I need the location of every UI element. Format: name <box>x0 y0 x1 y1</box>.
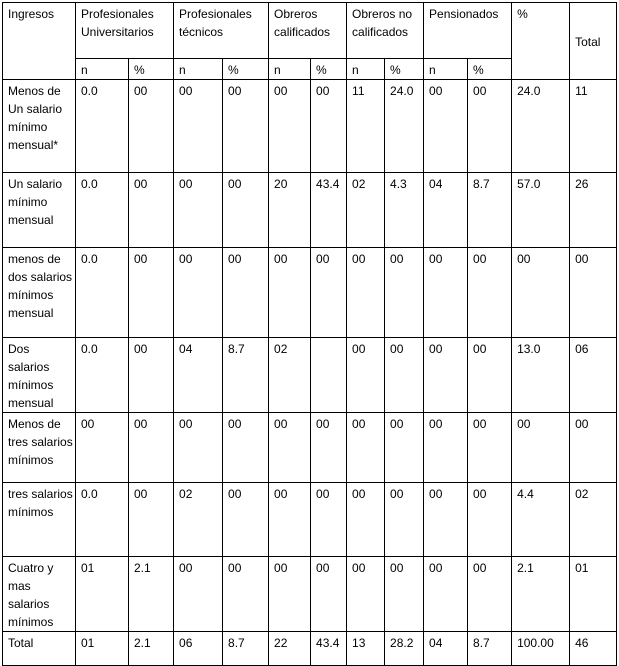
table-cell: 01 <box>76 557 129 632</box>
table-cell: 00 <box>311 557 347 632</box>
header-n: n <box>174 59 223 80</box>
header-group: Pensionados <box>424 3 512 59</box>
table-cell: 06 <box>570 338 617 413</box>
table-cell: 13.0 <box>512 338 570 413</box>
table-cell: 00 <box>311 80 347 173</box>
row-label: Cuatro y mas salarios mínimos <box>3 557 76 632</box>
table-cell: 00 <box>223 557 269 632</box>
row-label: Total <box>3 632 76 666</box>
header-percent: % <box>512 3 570 80</box>
table-cell: 22 <box>269 632 311 666</box>
table-cell: 00 <box>347 557 385 632</box>
table-cell: 00 <box>468 413 512 483</box>
header-n: n <box>424 59 468 80</box>
header-total: Total <box>570 3 617 80</box>
table-cell: 00 <box>269 248 311 338</box>
table-cell: 00 <box>570 248 617 338</box>
table-cell: 00 <box>76 413 129 483</box>
header-ingresos: Ingresos <box>3 3 76 80</box>
table-cell: 02 <box>174 483 223 557</box>
table-cell: 00 <box>347 483 385 557</box>
table-cell: 00 <box>424 557 468 632</box>
table-cell: 04 <box>424 173 468 248</box>
header-pct: % <box>223 59 269 80</box>
table-cell: 02 <box>269 338 311 413</box>
header-pct: % <box>129 59 174 80</box>
header-n: n <box>269 59 311 80</box>
row-label: tres salarios mínimos <box>3 483 76 557</box>
table-cell: 00 <box>223 80 269 173</box>
table-row <box>3 80 617 173</box>
table-cell: 00 <box>129 483 174 557</box>
table-cell: 20 <box>269 173 311 248</box>
table-cell: 4.3 <box>385 173 424 248</box>
table-cell: 00 <box>311 248 347 338</box>
table-cell: 04 <box>424 632 468 666</box>
table-cell: 24.0 <box>385 80 424 173</box>
table-cell: 00 <box>174 557 223 632</box>
table-cell: 0.0 <box>76 248 129 338</box>
row-label: Menos de tres salarios mínimos <box>3 413 76 483</box>
table-cell: 00 <box>424 248 468 338</box>
header-group: Obreros no calificados <box>347 3 424 59</box>
table-cell: 46 <box>570 632 617 666</box>
header-pct: % <box>311 59 347 80</box>
table-cell: 00 <box>424 413 468 483</box>
table-cell: 00 <box>385 248 424 338</box>
table-cell <box>311 338 347 413</box>
table-cell: 00 <box>174 413 223 483</box>
table-cell: 0.0 <box>76 173 129 248</box>
table-cell: 00 <box>269 80 311 173</box>
header-pct: % <box>385 59 424 80</box>
table-cell: 00 <box>174 173 223 248</box>
table-cell: 4.4 <box>512 483 570 557</box>
table-cell: 11 <box>570 80 617 173</box>
table-row <box>3 413 617 483</box>
table-cell: 00 <box>570 413 617 483</box>
table-cell: 04 <box>174 338 223 413</box>
table-row <box>3 248 617 338</box>
header-group: Profesionales técnicos <box>174 3 269 59</box>
table-cell: 13 <box>347 632 385 666</box>
table-cell: 00 <box>385 557 424 632</box>
header-n: n <box>347 59 385 80</box>
table-cell: 28.2 <box>385 632 424 666</box>
table-cell: 00 <box>269 413 311 483</box>
table-cell: 24.0 <box>512 80 570 173</box>
header-row-groups <box>3 3 617 59</box>
table-cell: 8.7 <box>468 632 512 666</box>
table-cell: 00 <box>468 338 512 413</box>
row-label: Un salario mínimo mensual <box>3 173 76 248</box>
table-cell: 0.0 <box>76 338 129 413</box>
table-cell: 00 <box>129 413 174 483</box>
table-cell: 00 <box>424 80 468 173</box>
header-n: n <box>76 59 129 80</box>
table-cell: 00 <box>512 413 570 483</box>
table-cell: 02 <box>570 483 617 557</box>
table-cell: 00 <box>468 80 512 173</box>
table-cell: 01 <box>76 632 129 666</box>
table-row <box>3 557 617 632</box>
table-cell: 43.4 <box>311 632 347 666</box>
table-cell: 06 <box>174 632 223 666</box>
table-cell: 01 <box>570 557 617 632</box>
table-cell: 00 <box>129 173 174 248</box>
table-row <box>3 173 617 248</box>
header-group: Profesionales Universitarios <box>76 3 174 59</box>
table-cell: 00 <box>129 80 174 173</box>
table-cell: 00 <box>512 248 570 338</box>
table-cell: 2.1 <box>512 557 570 632</box>
table-cell: 43.4 <box>311 173 347 248</box>
table-cell: 2.1 <box>129 632 174 666</box>
row-label: Dos salarios mínimos mensual <box>3 338 76 413</box>
table-cell: 00 <box>269 557 311 632</box>
table-cell: 0.0 <box>76 80 129 173</box>
table-cell: 00 <box>468 557 512 632</box>
table-cell: 00 <box>129 248 174 338</box>
table-cell: 57.0 <box>512 173 570 248</box>
table-cell: 00 <box>223 173 269 248</box>
table-cell: 00 <box>223 248 269 338</box>
total-row <box>3 632 617 666</box>
table-cell: 02 <box>347 173 385 248</box>
header-group: Obreros calificados <box>269 3 347 59</box>
table-cell: 00 <box>223 413 269 483</box>
table-cell: 2.1 <box>129 557 174 632</box>
table-cell: 00 <box>424 483 468 557</box>
table-cell: 8.7 <box>468 173 512 248</box>
table-cell: 00 <box>311 413 347 483</box>
header-pct: % <box>468 59 512 80</box>
income-table <box>2 2 617 666</box>
table-row <box>3 483 617 557</box>
table-cell: 00 <box>269 483 311 557</box>
table-cell: 8.7 <box>223 632 269 666</box>
table-cell: 00 <box>385 483 424 557</box>
table-cell: 26 <box>570 173 617 248</box>
table-cell: 0.0 <box>76 483 129 557</box>
row-label: Menos de Un salario mínimo mensual* <box>3 80 76 173</box>
table-cell: 00 <box>129 338 174 413</box>
table-cell: 00 <box>468 483 512 557</box>
table-cell: 00 <box>468 248 512 338</box>
table-cell: 8.7 <box>223 338 269 413</box>
table-cell: 00 <box>174 80 223 173</box>
table-cell: 00 <box>311 483 347 557</box>
row-label: menos de dos salarios mínimos mensual <box>3 248 76 338</box>
table-cell: 00 <box>385 413 424 483</box>
table-cell: 11 <box>347 80 385 173</box>
table-cell: 00 <box>223 483 269 557</box>
table-row <box>3 338 617 413</box>
table-cell: 00 <box>347 248 385 338</box>
table-cell: 00 <box>174 248 223 338</box>
table-cell: 100.00 <box>512 632 570 666</box>
table-cell: 00 <box>424 338 468 413</box>
table-cell: 00 <box>385 338 424 413</box>
table-cell: 00 <box>347 338 385 413</box>
table-cell: 00 <box>347 413 385 483</box>
